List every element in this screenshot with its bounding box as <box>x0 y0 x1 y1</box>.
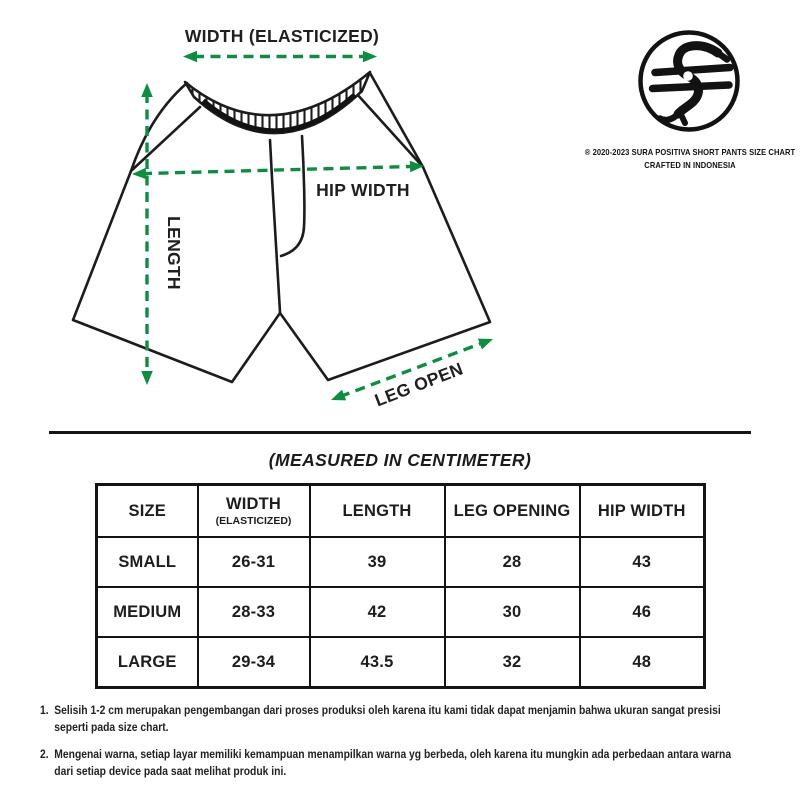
footnote-1 <box>40 702 762 735</box>
col-header-hip-width: HIP WIDTH <box>580 485 705 538</box>
cell-length: 39 <box>310 537 445 587</box>
cell-length: 42 <box>310 587 445 637</box>
footnote-1-number: 1. <box>40 703 49 717</box>
arrow-heads <box>132 51 495 406</box>
footnote-1-line1: Selisih 1-2 cm merupakan pengembangan dari proses produksi oleh karena itu kami tidak dapat menjamin bahwa ukuran sangat presisi <box>54 703 721 717</box>
footnote-2-line1: Mengenai warna, setiap layar memiliki kemampuan menampilkan warna yg berbeda, oleh karena itu mungkin ada perbedaan antara warna <box>54 747 732 761</box>
footnotes <box>40 702 762 790</box>
section-divider <box>49 431 751 434</box>
size-table-header-row <box>97 485 705 538</box>
shorts-measurement-diagram <box>0 0 560 435</box>
logo-center-dot <box>683 71 693 81</box>
footnote-2 <box>40 746 762 779</box>
cell-width: 29-34 <box>198 637 310 688</box>
measured-in-centimeter-heading: (MEASURED IN CENTIMETER) <box>268 450 532 470</box>
cell-width: 28-33 <box>198 587 310 637</box>
hip-width-label: HIP WIDTH <box>316 180 410 200</box>
waistband <box>185 72 370 133</box>
col-header-width-subtitle: (ELASTICIZED) <box>215 515 292 527</box>
copyright-line2: CRAFTED IN INDONESIA <box>644 160 736 170</box>
col-header-length: LENGTH <box>310 485 445 538</box>
logo-monogram-icon <box>653 46 731 123</box>
footnote-2-number: 2. <box>40 747 49 761</box>
sura-positiva-logo <box>634 26 744 136</box>
cell-hip-width: 43 <box>580 537 705 587</box>
hip-width-arrow <box>142 166 414 173</box>
cell-size: SMALL <box>97 537 198 587</box>
copyright-block <box>560 146 800 172</box>
length-label: LENGTH <box>164 216 184 290</box>
footnote-1-line2: seperti pada size chart. <box>54 719 169 734</box>
cell-leg-opening: 32 <box>445 637 580 688</box>
cell-length: 43.5 <box>310 637 445 688</box>
cell-hip-width: 48 <box>580 637 705 688</box>
col-header-leg-opening: LEG OPENING <box>445 485 580 538</box>
cell-size: LARGE <box>97 637 198 688</box>
table-row-medium <box>97 587 705 637</box>
table-row-small <box>97 537 705 587</box>
col-header-width <box>198 485 310 538</box>
footnote-2-line2: dari setiap device pada saat melihat produk ini. <box>54 763 287 778</box>
col-header-width-title: WIDTH <box>225 495 282 513</box>
cell-leg-opening: 30 <box>445 587 580 637</box>
col-header-size: SIZE <box>97 485 198 538</box>
table-row-large <box>97 637 705 688</box>
leg-open-label: LEG OPEN <box>371 358 466 411</box>
cell-width: 26-31 <box>198 537 310 587</box>
cell-hip-width: 46 <box>580 587 705 637</box>
copyright-line1: ® 2020-2023 SURA POSITIVA SHORT PANTS SIZE CHART <box>584 147 796 157</box>
size-table <box>95 483 706 689</box>
width-elasticized-label: WIDTH (ELASTICIZED) <box>184 26 380 46</box>
cell-leg-opening: 28 <box>445 537 580 587</box>
cell-size: MEDIUM <box>97 587 198 637</box>
